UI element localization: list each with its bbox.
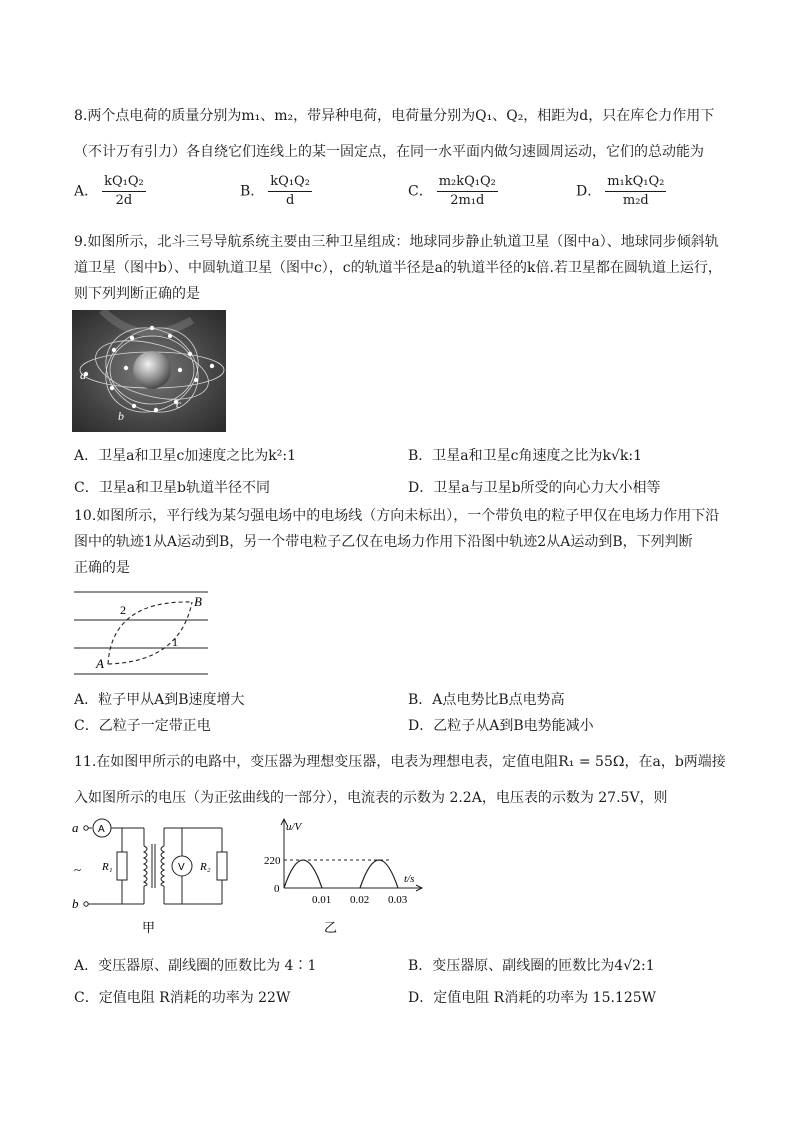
q8-option-a[interactable] [74,174,146,209]
point-a-label: A [96,656,104,671]
q8-option-b-label: B． [240,183,265,200]
q10-option-c[interactable]: C．乙粒子一定带正电 [74,718,211,734]
q10-option-d[interactable]: D．乙粒子从A到B电势能减小 [408,718,594,734]
terminal-a-label: a [72,820,79,835]
q11-option-b[interactable]: B．变压器原、副线圈的匝数比为4√2:1 [408,958,655,974]
voltmeter-label: V [178,862,185,873]
satellite-label-a: a [80,368,86,382]
q8-option-d-label: D． [576,183,602,200]
graph-tick-220: 220 [264,855,281,867]
q11-option-c[interactable]: C．定值电阻 R消耗的功率为 22W [74,990,291,1006]
graph-caption: 乙 [324,921,338,936]
q8-option-c-denominator: 2m₁d [450,193,485,208]
q8-option-c[interactable] [408,174,498,209]
q9-option-b[interactable]: B．卫星a和卫星c角速度之比为k√k:1 [408,448,642,464]
q8-stem-line2: （不计万有引力）各自绕它们连线上的某一固定点，在同一水平面内做匀速圆周运动，它们的总动能为 [74,144,704,160]
q9-stem-line3: 则下列判断正确的是 [74,286,200,302]
graph-tick-001: 0.01 [312,894,332,906]
q9-stem-line1: 9.如图所示，北斗三号导航系统主要由三种卫星组成：地球同步静止轨道卫星（图中a）、地球同步倾斜轨 [74,234,719,250]
q8-option-c-label: C． [408,183,433,200]
q8-option-d-denominator: m₂d [622,193,649,208]
q8-option-b-numerator: kQ₁Q₂ [268,174,312,192]
q8-option-a-numerator: kQ₁Q₂ [102,174,146,192]
q8-option-d-numerator: m₁kQ₁Q₂ [605,174,666,192]
ac-source-symbol: ~ [74,862,82,877]
q8-option-c-numerator: m₂kQ₁Q₂ [437,174,498,192]
satellite-label-b: b [118,409,124,423]
graph-y-label: u/V [286,821,302,833]
satellite-label-c: c [176,397,182,411]
q8-option-a-denominator: 2d [115,193,133,208]
circuit-caption: 甲 [142,921,156,936]
q10-stem-line3: 正确的是 [74,560,130,576]
trajectory-1-label: 1 [172,635,178,649]
q10-stem-line1: 10.如图所示，平行线为某匀强电场中的电场线（方向未标出），一个带负电的粒子甲仅在电场力作用下沿 [74,508,720,524]
graph-tick-002: 0.02 [350,894,370,906]
beidou-satellite-figure [72,310,226,432]
q8-option-d[interactable] [576,174,666,209]
q8-stem-line1: 8.两个点电荷的质量分别为m₁、m₂，带异种电荷，电荷量分别为Q₁、Q₂，相距为d，只在库仑力作用下 [74,108,715,124]
graph-origin: 0 [274,883,280,895]
q9-option-c[interactable]: C．卫星a和卫星b轨道半径不同 [74,480,271,496]
q9-stem-line2: 道卫星（图中b）、中圆轨道卫星（图中c），c的轨道半径是a的轨道半径的k倍.若卫星都在圆轨道上运行， [74,260,722,276]
r1-label: R₁ [102,861,113,873]
terminal-b-label: b [72,896,79,911]
q8-option-b[interactable] [240,174,312,209]
r2-label: R₂ [200,861,211,873]
q10-option-b[interactable]: B．A点电势比B点电势高 [408,692,565,708]
trajectory-2-label: 2 [120,603,126,617]
graph-tick-003: 0.03 [388,894,408,906]
q8-option-a-label: A． [74,183,99,200]
q10-option-a[interactable]: A．粒子甲从A到B速度增大 [74,692,245,708]
resistor-r2 [217,852,227,880]
graph-x-label: t/s [404,873,415,885]
secondary-coil [161,846,164,886]
voltage-graph-figure [264,816,434,940]
electric-field-figure [72,586,212,680]
q8-option-b-denominator: d [285,193,295,208]
primary-coil [144,846,147,886]
point-b-label: B [194,594,202,609]
q9-option-a[interactable]: A．卫星a和卫星c加速度之比为k²:1 [74,448,297,464]
q11-stem-line2: 入如图所示的电压（为正弦曲线的一部分），电流表的示数为 2.2A，电压表的示数为 27.5V，则 [74,790,668,806]
sine-half-wave-2 [360,860,398,888]
sine-half-wave-1 [284,860,322,888]
q11-option-a[interactable]: A．变压器原、副线圈的匝数比为 4∶1 [74,958,317,974]
transformer-circuit-figure [72,816,242,940]
q9-option-d[interactable]: D．卫星a与卫星b所受的向心力大小相等 [408,480,661,496]
q11-stem-line1: 11.在如图甲所示的电路中，变压器为理想变压器，电表为理想电表，定值电阻R₁ = 55Ω，在a，b两端接 [74,754,726,770]
q10-stem-line2: 图中的轨迹1从A运动到B，另一个带电粒子乙仅在电场力作用下沿图中轨迹2从A运动到B，下列判断 [74,534,693,550]
resistor-r1 [117,852,127,880]
q11-option-d[interactable]: D．定值电阻 R消耗的功率为 15.125W [408,990,657,1006]
ammeter-label: A [98,824,105,835]
